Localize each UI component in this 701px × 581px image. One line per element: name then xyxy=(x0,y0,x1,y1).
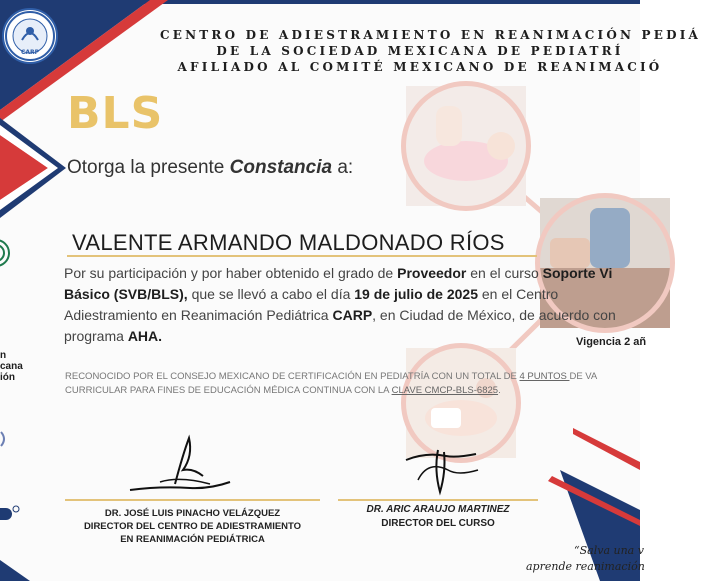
header-line-1: CENTRO DE ADIESTRAMIENTO EN REANIMACIÓN PEDIÁ xyxy=(160,28,701,42)
motto-line-1: “Salva una v xyxy=(574,544,644,557)
partial-logo-text-1: n xyxy=(0,350,7,361)
globe-logo-icon xyxy=(0,238,10,268)
partial-logo-green xyxy=(0,238,10,268)
program-name: AHA. xyxy=(127,328,163,344)
validity-note: Vigencia 2 añ xyxy=(576,336,647,348)
partial-logo-text-2: cana xyxy=(0,361,23,372)
center-name: CARP xyxy=(332,307,373,323)
signature-line-right xyxy=(338,499,538,501)
registered-logo-icon xyxy=(0,504,22,524)
signatory-right xyxy=(338,503,538,531)
body-line-3: Adiestramiento en Reanimación Pediátrica CARP, en Ciudad de México, de acuerdo con xyxy=(64,307,616,323)
course-name: Soporte Vi xyxy=(542,265,613,281)
motto-quote xyxy=(526,543,645,575)
partial-logo-text xyxy=(0,350,23,383)
recognition-note xyxy=(65,370,665,398)
course-name-cont: Básico (SVB/BLS), xyxy=(64,286,188,302)
certification-code: CLAVE CMCP-BLS-6825 xyxy=(391,385,499,396)
signatory-right-title: DIRECTOR DEL CURSO xyxy=(381,518,495,529)
header-line-2: DE LA SOCIEDAD MEXICANA DE PEDIATRÍ xyxy=(216,44,624,58)
credit-points: 4 PUNTOS xyxy=(519,371,570,382)
issuer-header xyxy=(160,27,701,75)
partial-logo-blue xyxy=(0,430,8,453)
recognition-line-1: RECONOCIDO POR EL CONSEJO MEXICANO DE CERTIFICACIÓN EN PEDIATRÍA CON UN TOTAL DE 4 PUNTOS DE VA xyxy=(65,371,598,382)
signatory-left-title-1: DIRECTOR DEL CENTRO DE ADIESTRAMIENTO xyxy=(83,521,302,532)
grant-prefix: Otorga la presente xyxy=(67,157,230,178)
signatory-left-title-2: EN REANIMACIÓN PEDIÁTRICA xyxy=(120,534,265,545)
grant-suffix: a: xyxy=(332,157,354,178)
signature-left-image xyxy=(120,432,250,498)
grade: Proveedor xyxy=(397,265,467,281)
partial-logo-text-3: ión xyxy=(0,372,15,383)
recognition-line-2: CURRICULAR PARA FINES DE EDUCACIÓN MÉDICA CONTINUA CON LA CLAVE CMCP-BLS-6825. xyxy=(65,385,501,396)
bracket-logo-icon xyxy=(0,430,8,448)
body-line-2: Básico (SVB/BLS), que se llevó a cabo el día 19 de julio de 2025 en el Centro xyxy=(64,286,559,302)
grant-emphasis: Constancia xyxy=(229,157,333,178)
partial-logo-navy xyxy=(0,504,22,529)
signature-right-image xyxy=(398,440,488,500)
certificate-body xyxy=(64,263,664,347)
signatory-left-name: DR. JOSÉ LUIS PINACHO VELÁZQUEZ xyxy=(104,508,281,519)
recipient-name: VALENTE ARMANDO MALDONADO RÍOS xyxy=(72,230,505,255)
carp-emblem-icon xyxy=(4,10,56,62)
recipient-underline xyxy=(67,255,537,257)
motto-line-2: aprende reanimación xyxy=(526,560,645,573)
course-date: 19 de julio de 2025 xyxy=(354,286,478,302)
photo-ring-1 xyxy=(401,81,531,211)
header-line-3: AFILIADO AL COMITÉ MEXICANO DE REANIMACIÓ xyxy=(177,60,663,74)
grant-line xyxy=(67,157,353,179)
signatory-left xyxy=(65,507,320,546)
carp-logo xyxy=(2,8,58,64)
signatory-right-name: DR. ARIC ARAUJO MARTINEZ xyxy=(366,504,510,515)
carp-logo-text: CARP xyxy=(20,49,40,56)
signature-line-left xyxy=(65,499,320,501)
course-code: BLS xyxy=(67,88,164,139)
body-line-1: Por su participación y por haber obtenido el grado de Proveedor en el curso Soporte Vi xyxy=(64,265,613,281)
body-line-4: programa AHA. xyxy=(64,328,163,344)
